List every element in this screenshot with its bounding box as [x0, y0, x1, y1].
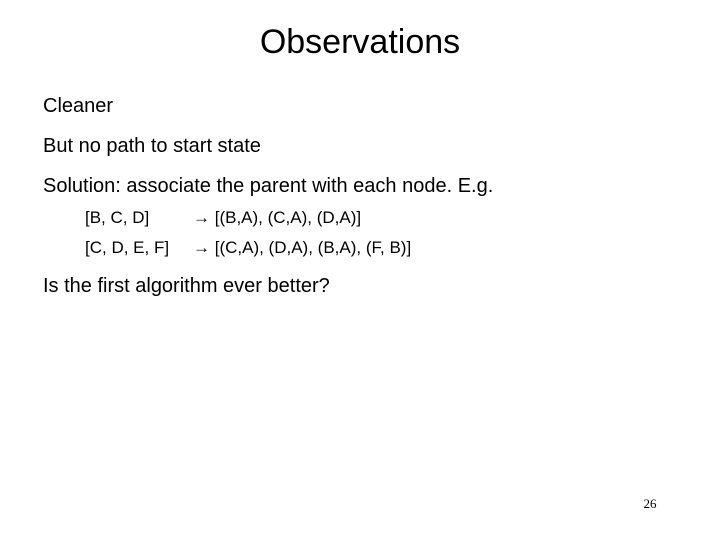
- page-number: 26: [643, 496, 657, 511]
- bullet-item-question: Is the first algorithm ever better?: [43, 275, 330, 297]
- bullet-item-no-path: But no path to start state: [43, 135, 261, 157]
- bullet-item-cleaner: Cleaner: [43, 95, 114, 117]
- example-2-output: → [(C,A), (D,A), (B,A), (F, B)]: [193, 238, 412, 257]
- slide-title: Observations: [259, 23, 461, 61]
- example-line-2: [85, 237, 411, 259]
- example-1-output: → [(B,A), (C,A), (D,A)]: [193, 208, 362, 227]
- example-1-input: [B, C, D]: [85, 208, 150, 227]
- example-2-input: [C, D, E, F]: [85, 238, 170, 257]
- bullet-item-solution: Solution: associate the parent with each node. E.g.: [43, 175, 494, 197]
- example-line-1: [85, 207, 361, 229]
